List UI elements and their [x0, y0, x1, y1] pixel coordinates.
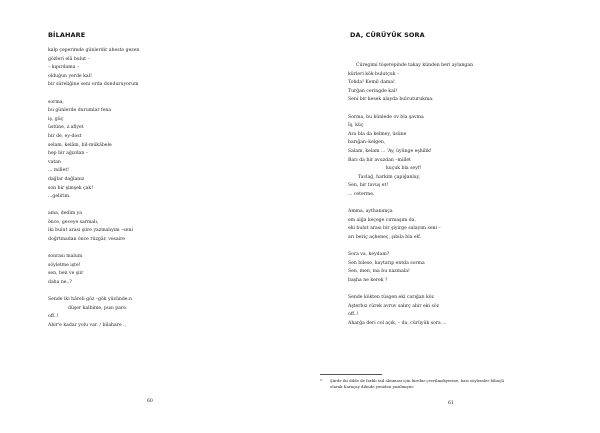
poem-line: bu günlerde durumlar fena [48, 108, 112, 114]
poem-line: gözleri elâ bulut – [48, 56, 90, 62]
poem-line: son bir şimşek çak! [48, 185, 94, 191]
poem-line: başha ne kerek ? [348, 277, 388, 283]
poem-line: kürleri kök bulutçuk – [348, 71, 400, 77]
poem-line: Sen, men, ma bu nazmala! [348, 269, 410, 275]
poem-line: sonrası malum [48, 254, 83, 260]
poem-line: Aşterbız cürek avruv salırç abir eki söz [348, 303, 440, 309]
poem-line: Tohda! Kemil dama! [348, 80, 395, 86]
stanza [48, 99, 139, 202]
poem-line: ama, dedim ya [48, 211, 82, 217]
poem-line: vatan [48, 159, 61, 165]
footnote-line-1: Şiirde iki dilde de farklı tad alınması için birebir çevrilmekyerine, bazı söylemler bilinçli [330, 378, 504, 383]
stanza [348, 294, 473, 328]
stanza [348, 251, 473, 285]
left-poem-body [48, 47, 139, 339]
poem-line: em alğa keçege cırmaşım da, [348, 217, 416, 223]
poem-line: iş, güç [48, 116, 64, 122]
footnote [320, 378, 504, 390]
poem-line: ...gelirim. [48, 194, 71, 200]
poem-line: Tavlağ, harkim çapiğanlay, [358, 174, 421, 180]
right-poem-body [348, 62, 473, 337]
poem-line: Sende kökten tüsgen eki carığan köz [348, 295, 434, 301]
poem-line: üstüne, z.afiyet [48, 125, 84, 131]
poem-line: İş, küç [348, 123, 364, 129]
poem-line: düşer kalbime, pusı pare. [68, 305, 128, 311]
poem-line: Aharğa deri col açık, – da, cürüyük sora ... [348, 320, 447, 326]
poem-line: hep bir ağızdan – [48, 151, 89, 157]
poem-line: ... ceterme. [348, 191, 375, 197]
footnote-mark: * [320, 378, 322, 383]
poem-line: dağlar dağlanız [48, 176, 85, 182]
poem-line: Sen, bir tavuş et! [348, 183, 389, 189]
stanza [48, 253, 139, 287]
stanza [348, 114, 473, 200]
left-page-number: 60 [147, 399, 153, 404]
poem-line: olduğun yerde kal! [48, 73, 92, 79]
right-poem-title: DA, CÜRÜYÜK SORA [350, 31, 425, 39]
poem-line: iki bulut arası şiire yazmalıyım –seni [48, 228, 133, 234]
poem-line: – kıpırdama – [48, 65, 80, 71]
poem-line: sorma, [48, 99, 64, 105]
poem-line: Sen bilese, kaytarıp entda sorma [348, 260, 425, 266]
poem-line: daha ne..? [48, 280, 72, 286]
right-page [300, 0, 600, 433]
stanza [348, 62, 473, 105]
poem-line: söyletme işte! [48, 262, 81, 268]
poem-line: ... millet! [48, 168, 70, 174]
poem-line: sen, ben ve şiir [48, 271, 84, 277]
poem-line: Cüregimi töşerepinde takay künden beri aylangan [356, 63, 474, 68]
poem-line: bir süreliğine seni orda donduruyorum [48, 82, 139, 88]
poem-line: Sende iki hâreli göz –gök yüzünde.n [48, 297, 132, 303]
poem-line: Ara bla da kelmey, üsüne [348, 131, 407, 137]
poem-line: bir de, ey-dost [48, 133, 82, 139]
poem-line: eki bulut arası bir şiyirge salayım seni – [348, 226, 441, 232]
poem-line: Sora va, keydam? [348, 252, 390, 258]
poem-line: off..! [48, 314, 59, 320]
poem-line: Amma, aythanımça [348, 209, 393, 215]
poem-line: Turğan ceringde kal! [348, 88, 398, 94]
poem-line: önce, geceye sarmalı, [48, 219, 99, 225]
poem-line: off..! [348, 312, 359, 318]
poem-line: Ahir'e kadar yolu var. / bilahare ., [48, 323, 127, 328]
poem-line: selam, kelâm, bil-mükâbele [48, 142, 112, 148]
poem-line: Barı da bir avuzdan –millet [348, 157, 411, 163]
stanza [48, 47, 139, 90]
poem-line: Seni bir kesek alayda bulcuturukma. [348, 97, 434, 103]
footnote-line-2: olarak Karaçay dilinde yeniden yazılmıştır. [330, 384, 415, 390]
footnote-rule [320, 374, 382, 375]
poem-line: Salam, kelam ... 'Ay, üyünge eşhilik! [348, 148, 432, 154]
poem-line: barığan–kelgen, [348, 140, 386, 146]
poem-line: kuçuk bla seyf! [386, 166, 422, 172]
poem-line: arı beriç açheneç, şıbıla bla elf. [348, 234, 422, 240]
left-poem-title: BİLAHARE [48, 31, 86, 39]
stanza [48, 210, 139, 244]
stanza [48, 296, 139, 330]
poem-line: Sorma, bu künlede ov bla şavma [348, 114, 424, 120]
poem-line: doğrtmadan önce rüzgâr, vesaire [48, 237, 126, 243]
stanza [348, 208, 473, 242]
right-page-number: 61 [448, 401, 454, 406]
poem-line: kalp çeperimde günlerdir ahesto gezen [48, 48, 140, 53]
